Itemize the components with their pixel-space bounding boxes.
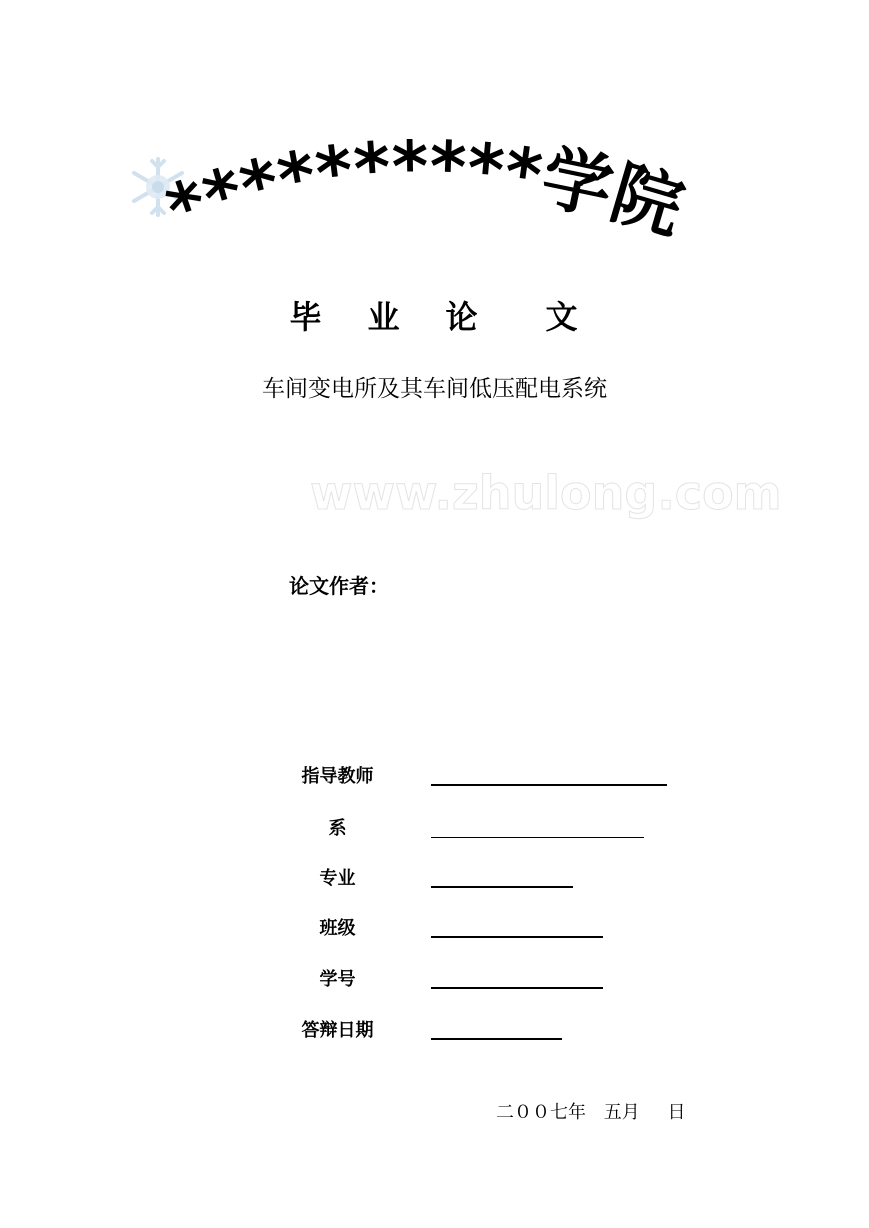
document-date — [496, 1098, 689, 1124]
date-day: 日 — [667, 1102, 686, 1123]
info-label: 班级 — [319, 918, 356, 939]
watermark-text: www.zhulong.com — [310, 466, 782, 520]
date-month: 五月 — [603, 1102, 640, 1123]
info-row-defense-date — [260, 1014, 720, 1044]
info-row-department — [260, 812, 720, 842]
fill-in-line — [431, 837, 644, 838]
info-row-advisor — [260, 760, 720, 790]
info-row-class — [260, 912, 720, 942]
info-row-student-id — [260, 963, 720, 993]
school-name: **********学院 — [156, 125, 693, 252]
fill-in-line — [431, 936, 603, 938]
info-label: 系 — [328, 818, 347, 839]
info-label: 答辩日期 — [301, 1020, 374, 1041]
author-label: 论文作者： — [289, 574, 389, 598]
info-label: 指导教师 — [301, 766, 374, 787]
date-year: 二００七年 — [496, 1102, 586, 1123]
doc-type-char: 文 — [545, 298, 580, 336]
doc-type-char: 论 — [445, 298, 480, 336]
fill-in-line — [431, 886, 573, 888]
fill-in-line — [431, 1038, 562, 1040]
info-label: 专业 — [319, 868, 356, 889]
doc-type-char: 毕 — [289, 298, 324, 336]
info-row-major — [260, 862, 720, 892]
thesis-title: 车间变电所及其车间低压配电系统 — [262, 376, 607, 402]
doc-type-char: 业 — [367, 298, 402, 336]
fill-in-line — [431, 784, 667, 786]
fill-in-line — [431, 987, 603, 989]
document-type-heading — [0, 292, 869, 338]
school-name-arc — [0, 0, 869, 300]
info-label: 学号 — [319, 969, 356, 990]
